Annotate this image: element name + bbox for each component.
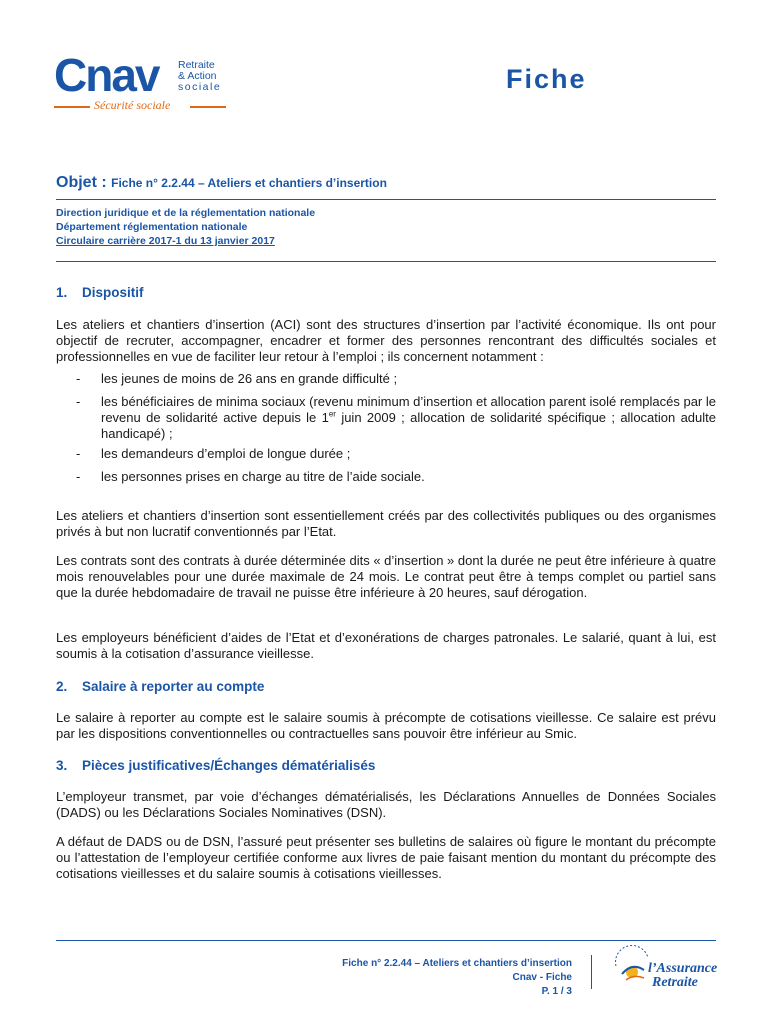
page-number: P. 1 / 3 — [541, 986, 572, 997]
footer-doc-title: Fiche n° 2.2.44 – Ateliers et chantiers d’insertion — [342, 958, 572, 969]
paragraph: Le salaire à reporter au compte est le salaire soumis à précompte de cotisations vieillesse. Ce salaire est prévu par les dispositions conventionnelles ou contractuelles sans pouvoir être inférieur au Smic. — [56, 710, 716, 741]
footer-separator — [591, 955, 592, 989]
logo-wordmark: Cnav — [54, 49, 159, 101]
section-heading-2: 2. Salaire à reporter au compte — [56, 679, 265, 694]
document-title: Fiche — [506, 64, 587, 94]
objet-text: Fiche n° 2.2.44 – Ateliers et chantiers d’insertion — [111, 176, 387, 190]
paragraph: Les ateliers et chantiers d’insertion (ACI) sont des structures d’insertion par l’activité économique. Ils ont pour objectif de recruter, accompagner, encadrer et former des personnes rencontrant des difficultés sociales et professionnelles en vue de faciliter leur retour à l’emploi ; ils concernent notamment : — [56, 317, 716, 364]
assurance-retraite-logo — [608, 944, 723, 994]
footer-divider — [56, 940, 716, 941]
paragraph: Les employeurs bénéficient d’aides de l’Etat et d’exonérations de charges patronales. Le salarié, quant à lui, est soumis à la cotisation d’assurance vieillesse. — [56, 630, 716, 661]
logo-rule-left — [54, 106, 90, 108]
cnav-logo — [54, 49, 244, 118]
paragraph: Les contrats sont des contrats à durée déterminée dits « d’insertion » dont la durée ne peut être inférieure à quatre mois renouvelables pour une durée maximale de 24 mois. Le contrat peut être à temps complet ou partiel sans que la durée hebdomadaire de travail ne puisse être inférieure à 20 heures, sauf dérogation. — [56, 553, 716, 600]
objet-label: Objet : — [56, 174, 107, 191]
paragraph: Les ateliers et chantiers d’insertion sont essentiellement créés par des collectivités publiques ou des organismes privés à but non lucratif conventionnés par l’Etat. — [56, 508, 716, 539]
paragraph: L’employeur transmet, par voie d’échanges dématérialisés, les Déclarations Annuelles de Données Sociales (DADS) ou les Déclarations Sociales Nominatives (DSN). — [56, 789, 716, 820]
footer-info — [342, 957, 572, 999]
section-heading-3: 3. Pièces justificatives/Échanges dématérialisés — [56, 758, 376, 773]
divider — [56, 199, 716, 200]
paragraph: A défaut de DADS ou de DSN, l’assuré peut présenter ses bulletins de salaires où figure le montant du précompte ou l’attestation de l’employeur certifiée conforme aux livres de paie faisant mention du montant du précompte des cotisations vieillesses et du salaire soumis à cotisations vieillesses. — [56, 834, 716, 881]
logo-subtitle: Retraite & Action sociale — [178, 59, 222, 93]
logo-tagline: Sécurité sociale — [94, 98, 171, 112]
divider — [56, 261, 716, 262]
meta-departement: Département réglementation nationale — [56, 221, 248, 233]
logo-text-assurance: l’Assurance — [648, 961, 718, 976]
logo-text-retraite: Retraite — [652, 975, 698, 990]
circulaire-link[interactable]: Circulaire carrière 2017-1 du 13 janvier 2017 — [56, 235, 275, 247]
meta-direction: Direction juridique et de la réglementation nationale — [56, 207, 316, 219]
footer-doc-type: Cnav - Fiche — [512, 972, 572, 983]
objet-line — [56, 174, 387, 192]
logo-rule-right — [190, 106, 226, 108]
section-heading-1: 1. Dispositif — [56, 285, 144, 300]
